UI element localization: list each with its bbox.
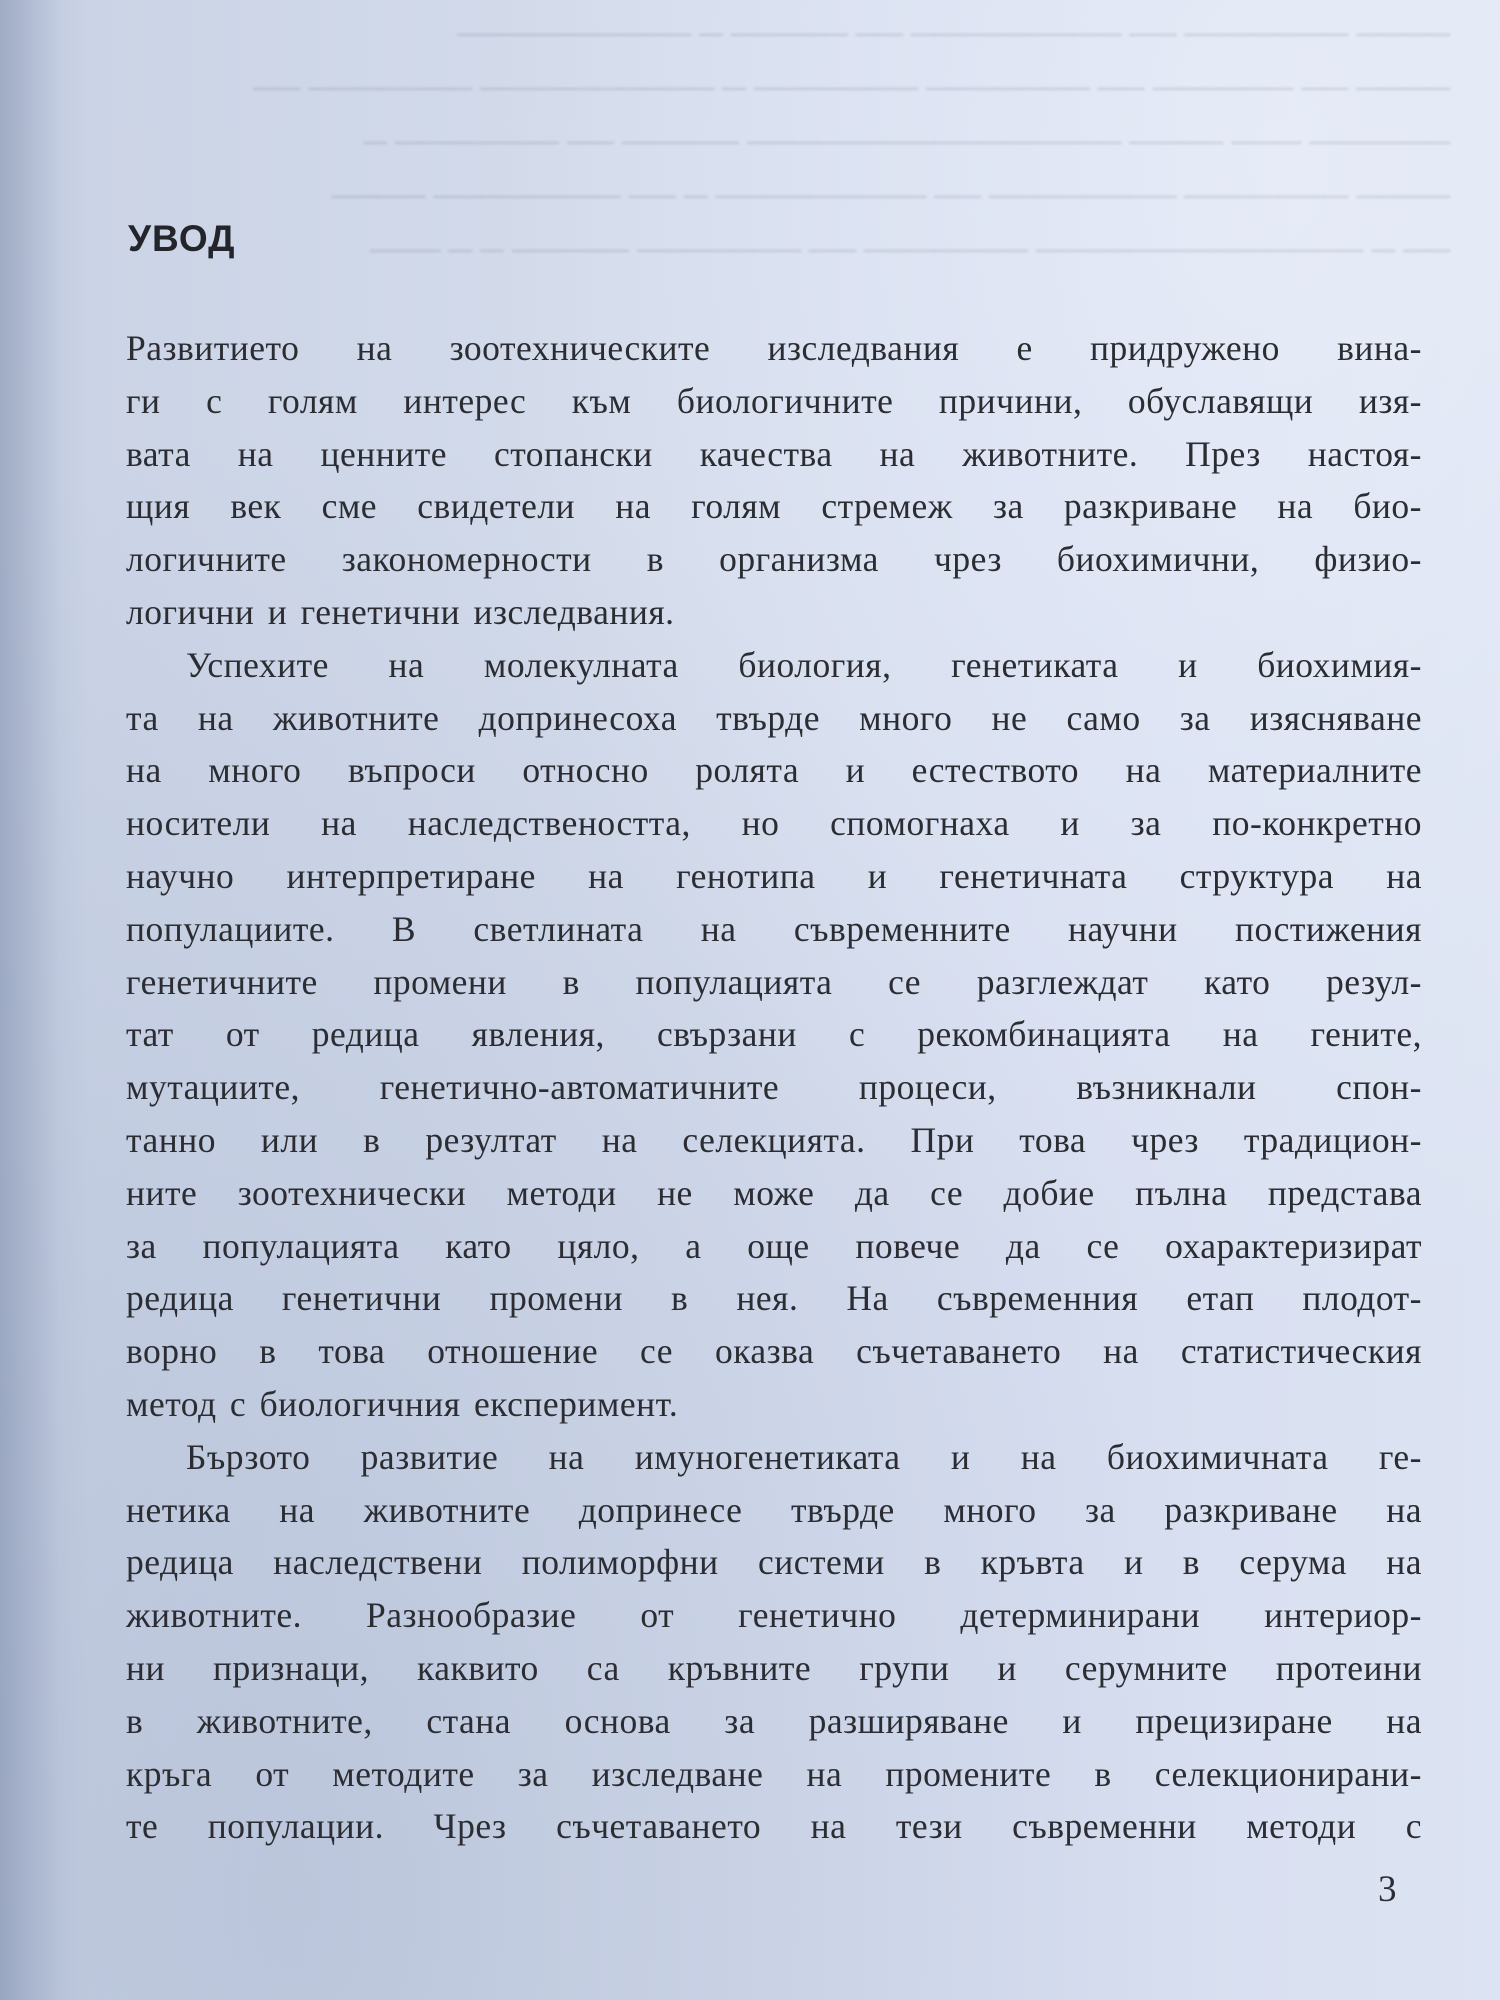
- text-line: на много въпроси относно ролята и естеството на материалните: [126, 750, 1422, 791]
- reverse-side-show-through: ──── ─────── ── ───────── ── ───── ─ ────────── ──── ── ────── ── ─────── ─────── ─ ────────── ─────── ── ────── ─── ──── ──────────────── ───── ── ─────── ─ ──── ─────── ──────── ── ───────── ─ ── ──────── ──── ── ─ ────────────── ─────── ── ─────── ───── ─ ─ ───: [253, 17, 1450, 269]
- text-line: популациите. В светлината на съвременните научни постижения: [126, 908, 1422, 949]
- text-line: ги с голям интерес към биологичните причини, обуславящи изя-: [126, 380, 1422, 421]
- text-line: логичните закономерности в организма чрез биохимични, физио-: [126, 539, 1422, 580]
- text-line: генетичните промени в популацията се разглеждат като резул-: [126, 961, 1422, 1002]
- text-line: животните. Разнообразие от генетично детерминирани интериор-: [126, 1595, 1422, 1636]
- page-content: [126, 218, 1422, 1853]
- text-line: логични и генетични изследвания.: [126, 591, 675, 632]
- text-line: редица генетични промени в нея. На съвременния етап плодот-: [126, 1278, 1422, 1319]
- text-line: носители на наследствеността, но спомогнаха и за по-конкретно: [126, 803, 1422, 844]
- chapter-heading: УВОД: [128, 218, 236, 259]
- paragraph-3: [126, 1431, 1422, 1853]
- text-line: кръга от методите за изследване на промените в селекционирани-: [126, 1753, 1422, 1794]
- text-line: ни признаци, каквито са кръвните групи и серумните протеини: [126, 1647, 1422, 1688]
- text-line: нетика на животните допринесе твърде много за разкриване на: [126, 1489, 1422, 1530]
- text-line: научно интерпретиране на генотипа и генетичната структура на: [126, 855, 1422, 896]
- paragraph-2: [126, 639, 1422, 1431]
- text-line: те популации. Чрез съчетаването на тези съвременни методи с: [126, 1806, 1422, 1847]
- text-line: щия век сме свидетели на голям стремеж за разкриване на био-: [126, 486, 1422, 527]
- text-line: Успехите на молекулната биология, генетиката и биохимия-: [186, 644, 1422, 685]
- text-line: ворно в това отношение се оказва съчетаването на статистическия: [126, 1331, 1422, 1372]
- page-number: 3: [1378, 1869, 1397, 1910]
- text-line: Развитието на зоотехническите изследвания е придружено вина-: [126, 328, 1422, 368]
- text-line: танно или в резултат на селекцията. При това чрез традицион-: [126, 1119, 1422, 1160]
- text-line: метод с биологичния експеримент.: [126, 1383, 679, 1424]
- text-line: в животните, стана основа за разширяване и прецизиране на: [126, 1700, 1422, 1741]
- text-line: та на животните допринесоха твърде много не само за изясняване: [126, 697, 1422, 738]
- text-line: редица наследствени полиморфни системи в кръвта и в серума на: [126, 1542, 1422, 1583]
- text-line: вата на ценните стопански качества на животните. През настоя-: [126, 433, 1422, 474]
- text-line: тат от редица явления, свързани с рекомбинацията на гените,: [126, 1014, 1422, 1055]
- text-line: ните зоотехнически методи не може да се добие пълна представа: [126, 1172, 1422, 1213]
- text-line: Бързото развитие на имуногенетиката и на биохимичната ге-: [186, 1436, 1422, 1477]
- text-line: мутациите, генетично-автоматичните процеси, възникнали спон-: [126, 1067, 1422, 1108]
- text-line: за популацията като цяло, а още повече да се охарактеризират: [126, 1225, 1422, 1266]
- paragraph-1: [126, 322, 1422, 639]
- spine-shadow: [0, 0, 60, 2000]
